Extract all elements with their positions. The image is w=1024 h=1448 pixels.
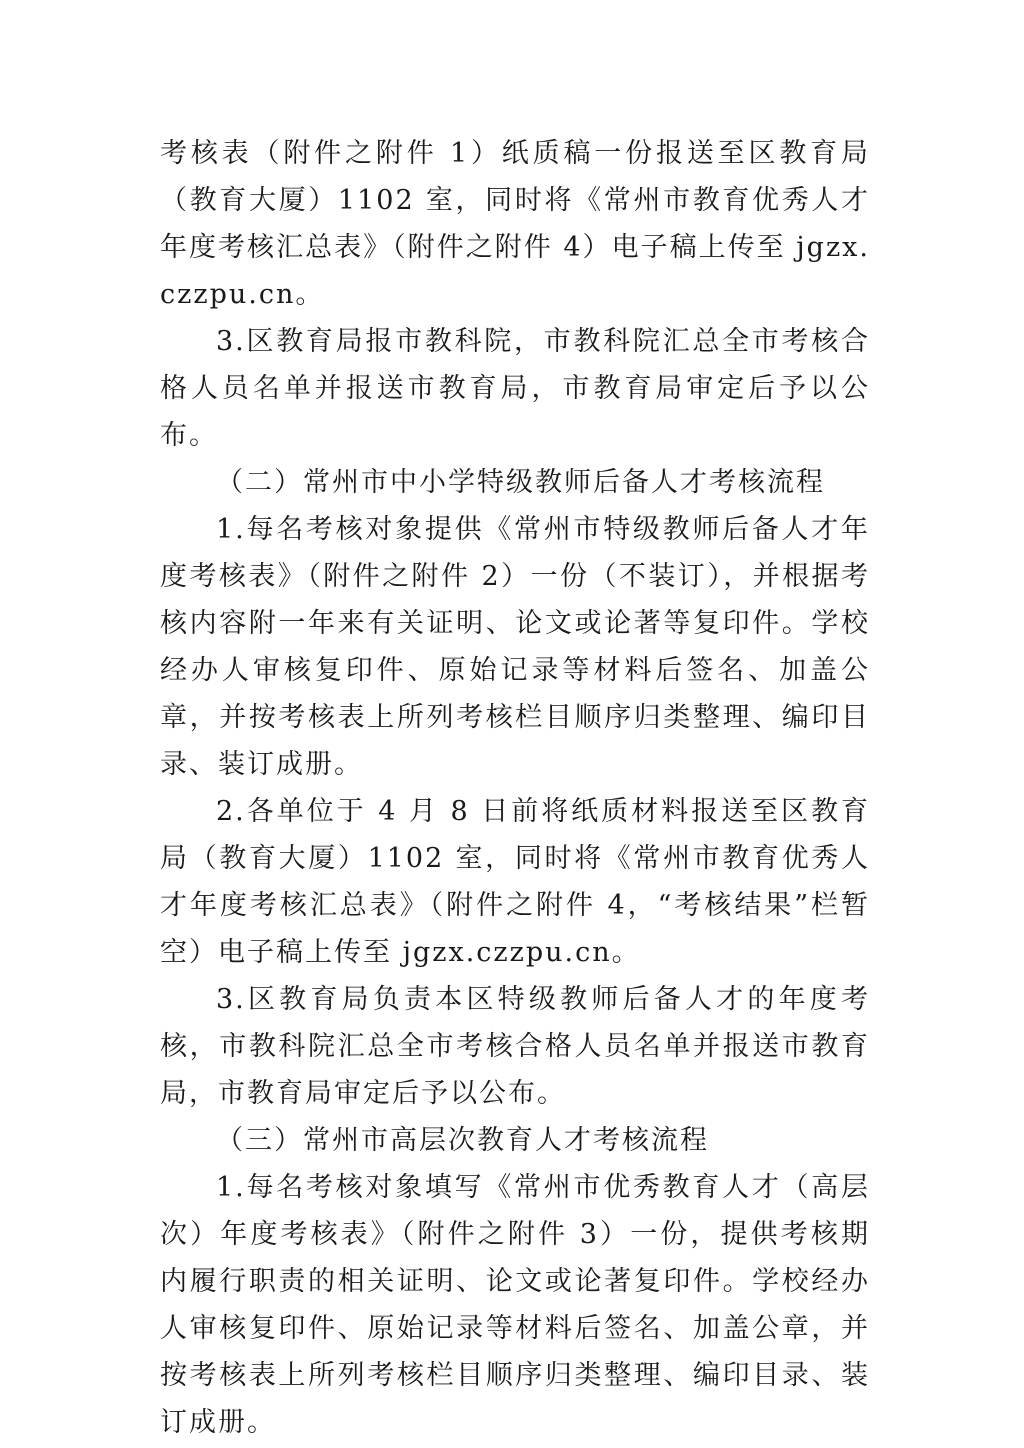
- paragraph-continued: 考核表（附件之附件 1）纸质稿一份报送至区教育局（教育大厦）1102 室，同时将《常州市教育优秀人才年度考核汇总表》（附件之附件 4）电子稿上传至 jgzx.czzpu.cn。: [160, 138, 870, 310]
- paragraph-item-1b: 1.每名考核对象提供《常州市特级教师后备人才年度考核表》（附件之附件 2）一份（不装订），并根据考核内容附一年来有关证明、论文或论著等复印件。学校经办人审核复印件、原始记录等材料后签名、加盖公章，并按考核表上所列考核栏目顺序归类整理、编印目录、装订成册。: [160, 514, 870, 780]
- section-heading-3: （三）常州市高层次教育人才考核流程: [216, 1125, 709, 1156]
- paragraph-item-1c: 1.每名考核对象填写《常州市优秀教育人才（高层次）年度考核表》（附件之附件 3）一份，提供考核期内履行职责的相关证明、论文或论著复印件。学校经办人审核复印件、原始记录等材料后签名、加盖公章，并按考核表上所列考核栏目顺序归类整理、编印目录、装订成册。: [160, 1172, 870, 1438]
- section-heading-2: （二）常州市中小学特级教师后备人才考核流程: [216, 467, 825, 498]
- document-body: [160, 130, 870, 1446]
- paragraph-item-3b: 3.区教育局负责本区特级教师后备人才的年度考核，市教科院汇总全市考核合格人员名单并报送市教育局，市教育局审定后予以公布。: [160, 984, 870, 1109]
- paragraph-item-2b: 2.各单位于 4 月 8 日前将纸质材料报送至区教育局（教育大厦）1102 室，同时将《常州市教育优秀人才年度考核汇总表》（附件之附件 4，“考核结果”栏暂空）电子稿上传至 jgzx.czzpu.cn。: [160, 796, 870, 968]
- paragraph-item-3a: 3.区教育局报市教科院，市教科院汇总全市考核合格人员名单并报送市教育局，市教育局审定后予以公布。: [160, 326, 870, 451]
